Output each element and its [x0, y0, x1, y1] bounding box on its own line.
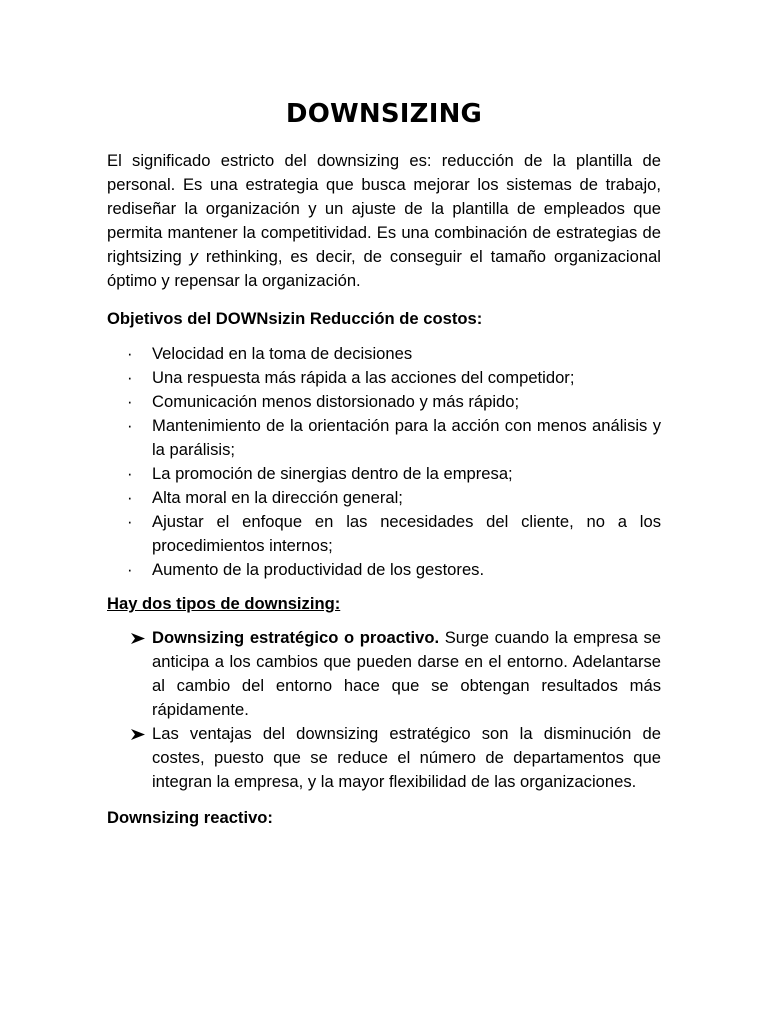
intro-italic-word: y — [189, 247, 198, 266]
list-item — [107, 390, 661, 414]
list-item-text: Mantenimiento de la orientación para la acción con menos análisis y la parálisis; — [152, 416, 661, 459]
type-description: Las ventajas del downsizing estratégico son la disminución de costes, puesto que se reduce el número de departamentos que integran la empresa, y la mayor flexibilidad de las organizaciones. — [152, 724, 661, 791]
document-title: DOWNSIZING — [285, 99, 483, 129]
list-item — [107, 342, 661, 366]
type-description: Surge cuando la empresa se anticipa a los cambios que pueden darse en el entorno. Adelantarse al cambio del entorno hace que se obtengan resultados más rápidamente. — [152, 628, 661, 719]
objectives-list — [107, 342, 661, 582]
types-list — [107, 626, 661, 794]
list-item-text: Alta moral en la dirección general; — [152, 488, 403, 507]
arrow-bullet-icon — [131, 729, 145, 740]
intro-text-part1: El significado estricto del downsizing es: reducción de la plantilla de personal. Es una estrategia que busca mejorar los sistemas de trabajo, rediseñar la organización y un ajuste de la plantilla de empleados que permita mantener la competitividad. Es una combinación de estrategias de rightsizing — [107, 151, 661, 266]
list-item — [107, 722, 661, 794]
list-item — [107, 558, 661, 582]
type-title: Downsizing estratégico o proactivo. — [152, 628, 440, 647]
list-item-text: Ajustar el enfoque en las necesidades del cliente, no a los procedimientos internos; — [152, 512, 661, 555]
document-body — [107, 149, 661, 830]
list-item — [107, 414, 661, 462]
list-item-text: Comunicación menos distorsionado y más rápido; — [152, 392, 520, 411]
list-item — [107, 462, 661, 486]
list-item-text: Aumento de la productividad de los gestores. — [152, 560, 485, 579]
arrow-bullet-icon — [131, 633, 145, 644]
bullet-dot-icon: · — [127, 416, 133, 435]
intro-paragraph — [107, 149, 661, 293]
list-item-text: Una respuesta más rápida a las acciones del competidor; — [152, 368, 575, 387]
list-item-text: Velocidad en la toma de decisiones — [152, 344, 413, 363]
bullet-dot-icon: · — [127, 368, 133, 387]
bullet-dot-icon: · — [127, 392, 133, 411]
bullet-dot-icon: · — [127, 560, 133, 579]
list-item-text: La promoción de sinergias dentro de la empresa; — [152, 464, 513, 483]
objectives-heading: Objetivos del DOWNsizin Reducción de costos: — [107, 309, 483, 328]
bullet-dot-icon: · — [127, 488, 133, 507]
reactive-heading: Downsizing reactivo: — [107, 808, 273, 827]
list-item — [107, 510, 661, 558]
types-heading: Hay dos tipos de downsizing: — [107, 594, 341, 613]
bullet-dot-icon: · — [127, 464, 133, 483]
bullet-dot-icon: · — [127, 344, 133, 363]
intro-text-part2: rethinking, es decir, de conseguir el tamaño organizacional óptimo y repensar la organización. — [107, 247, 661, 290]
list-item — [107, 366, 661, 390]
bullet-dot-icon: · — [127, 512, 133, 531]
list-item — [107, 626, 661, 722]
list-item — [107, 486, 661, 510]
